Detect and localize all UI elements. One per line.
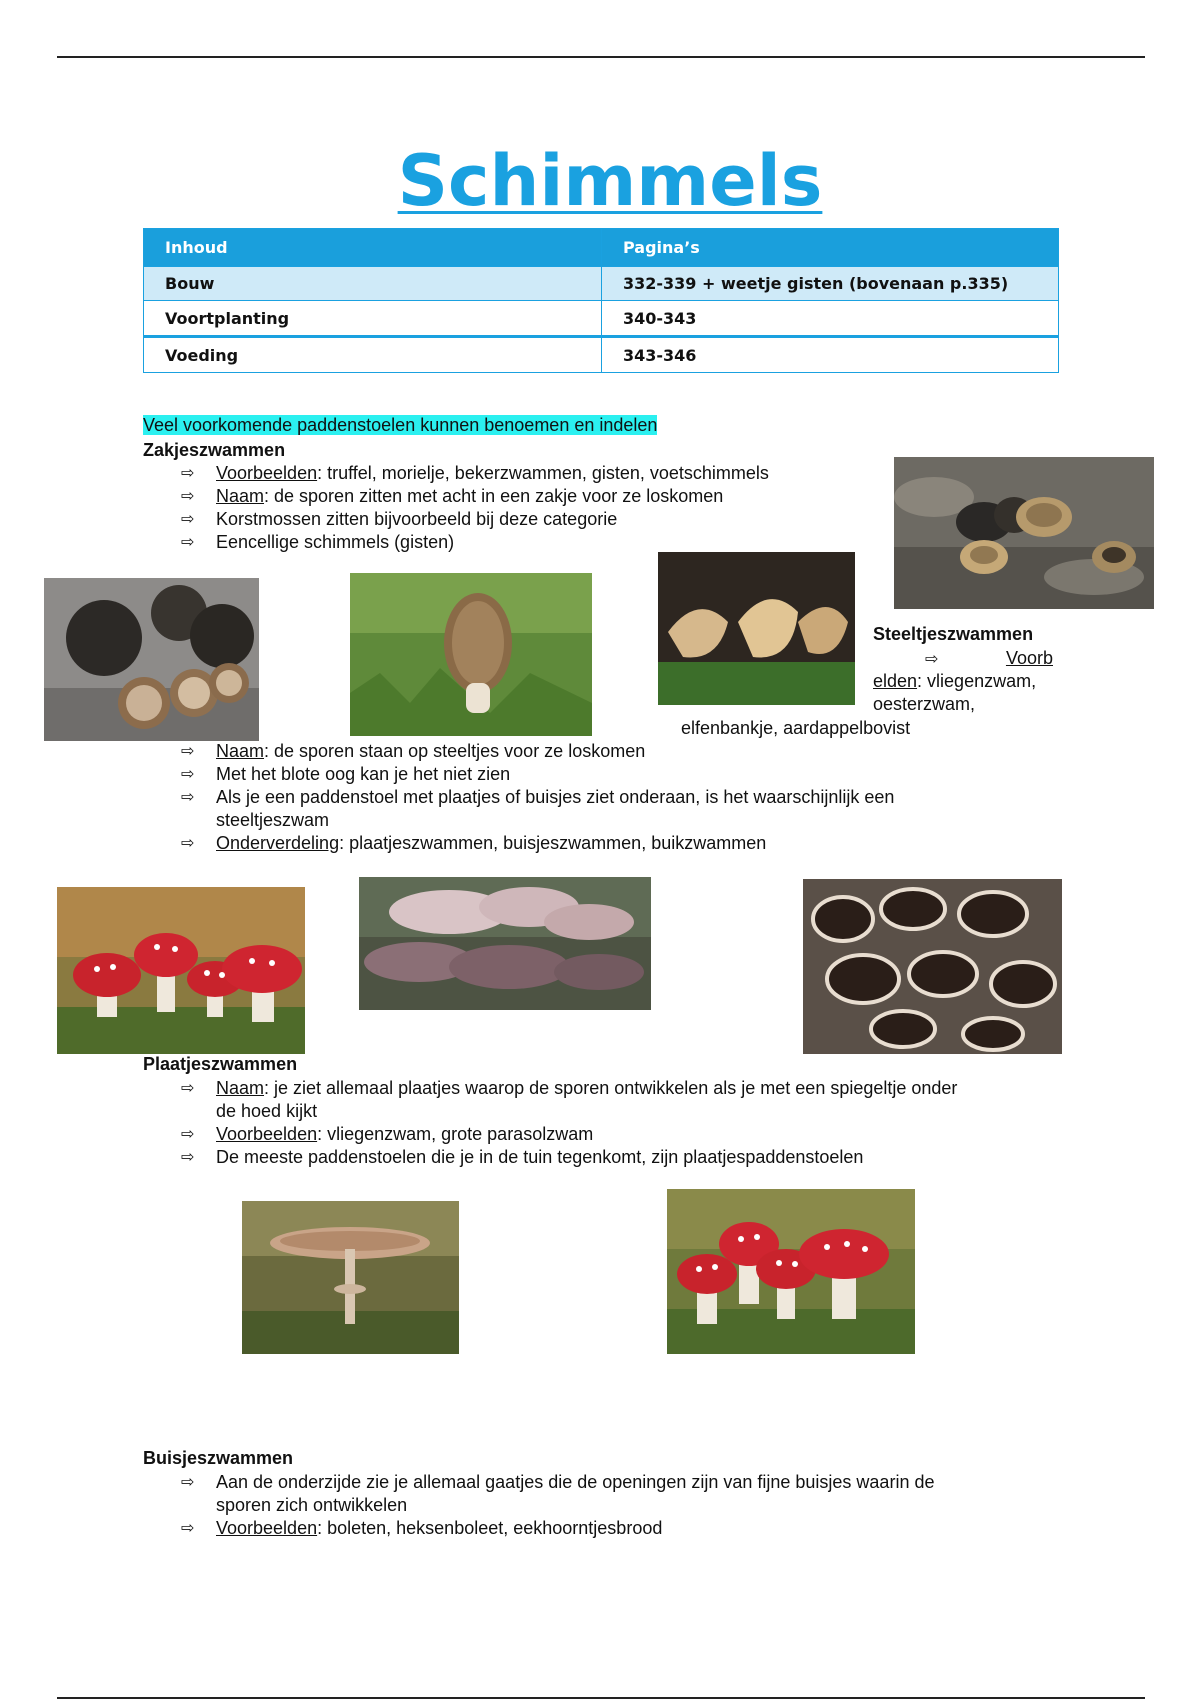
morel-photo [350,573,592,736]
list-item: ⇨ Eencellige schimmels (gisten) [181,532,455,552]
heading-plaatjeszwammen: Plaatjeszwammen [143,1054,298,1074]
toc-header-inhoud: Inhoud [144,229,602,267]
fly-agaric-photo-2 [667,1189,915,1354]
cup-fungi-photo [894,457,1154,609]
list-item: ⇨ Met het blote oog kan je het niet zien [181,764,511,784]
toc-cell: 343-346 [602,337,1059,373]
arrow-icon: ⇨ [181,465,195,482]
steel-first-item-line2: elden: vliegenzwam, [873,671,1037,691]
arrow-icon: ⇨ [181,1149,195,1166]
arrow-icon: ⇨ [181,1520,195,1537]
top-rule [57,56,1145,58]
fly-agaric-photo [57,887,305,1054]
list-item: ⇨ Aan de onderzijde zie je allemaal gaatjes die de openingen zijn van fijne buisjes waarin de sporen zich ontwikkelen [181,1472,935,1515]
toc-cell: 340-343 [602,301,1059,337]
zakjes-list [181,462,769,554]
oyster-mushroom-photo [359,877,651,1010]
list-item: ⇨ Onderverdeling: plaatjeszwammen, buisjeszwammen, buikzwammen [181,833,767,853]
heading-steeltjeszwammen: Steeltjeszwammen [873,624,1034,644]
arrow-icon: ⇨ [181,743,195,760]
arrow-icon: ⇨ [181,488,195,505]
toc-cell: Voortplanting [144,301,602,337]
list-item: ⇨ Naam: de sporen staan op steeltjes voor ze loskomen [181,741,646,761]
page-title: Schimmels [397,140,823,222]
arrow-icon: ⇨ [181,511,195,528]
cup-fungus-photo [658,552,855,705]
arrow-icon: ⇨ [181,835,195,852]
arrow-icon: ⇨ [181,766,195,783]
turkey-tail-photo [803,879,1062,1054]
list-item: ⇨ Naam: de sporen zitten met acht in een zakje voor ze loskomen [181,486,724,506]
arrow-icon: ⇨ [925,651,939,668]
arrow-icon: ⇨ [181,1474,195,1491]
list-item: ⇨ Voorbeelden: boleten, heksenboleet, eekhoorntjesbrood [181,1518,663,1538]
toc-cell: Voeding [144,337,602,373]
parasol-mushroom-photo [242,1201,459,1354]
list-item: ⇨ Als je een paddenstoel met plaatjes of buisjes ziet onderaan, is het waarschijnlijk een steeltjeszwam [181,787,895,830]
plaatjes-list [181,1077,957,1169]
list-item: ⇨ Naam: je ziet allemaal plaatjes waarop de sporen ontwikkelen als je met een spiegeltje onder de hoed kijkt [181,1078,958,1121]
buisjes-list [181,1471,934,1540]
arrow-icon: ⇨ [181,534,195,551]
toc-cell: 332-339 + weetje gisten (bovenaan p.335) [602,267,1059,301]
steel-list [181,740,894,855]
toc-cell: Bouw [144,267,602,301]
list-item: ⇨ Voorbeelden: vliegenzwam, grote parasolzwam [181,1124,594,1144]
list-item: ⇨ De meeste paddenstoelen die je in de tuin tegenkomt, zijn plaatjespaddenstoelen [181,1147,864,1167]
toc-header-paginas: Pagina’s [602,229,1059,267]
truffle-photo [44,578,259,741]
steel-first-item-line1: ⇨ Voorb [925,648,1053,668]
arrow-icon: ⇨ [181,789,195,806]
heading-buisjeszwammen: Buisjeszwammen [143,1448,294,1468]
contents-table [143,228,1059,373]
steel-first-item-line4: elfenbankje, aardappelbovist [681,718,911,738]
bottom-rule [57,1697,1145,1699]
list-item: ⇨ Voorbeelden: truffel, morielje, bekerzwammen, gisten, voetschimmels [181,463,769,483]
arrow-icon: ⇨ [181,1080,195,1097]
heading-zakjeszwammen: Zakjeszwammen [143,440,286,460]
steel-first-item-line3: oesterzwam, [873,694,976,714]
arrow-icon: ⇨ [181,1126,195,1143]
learning-goal: Veel voorkomende paddenstoelen kunnen benoemen en indelen [143,415,658,435]
list-item: ⇨ Korstmossen zitten bijvoorbeeld bij deze categorie [181,509,618,529]
